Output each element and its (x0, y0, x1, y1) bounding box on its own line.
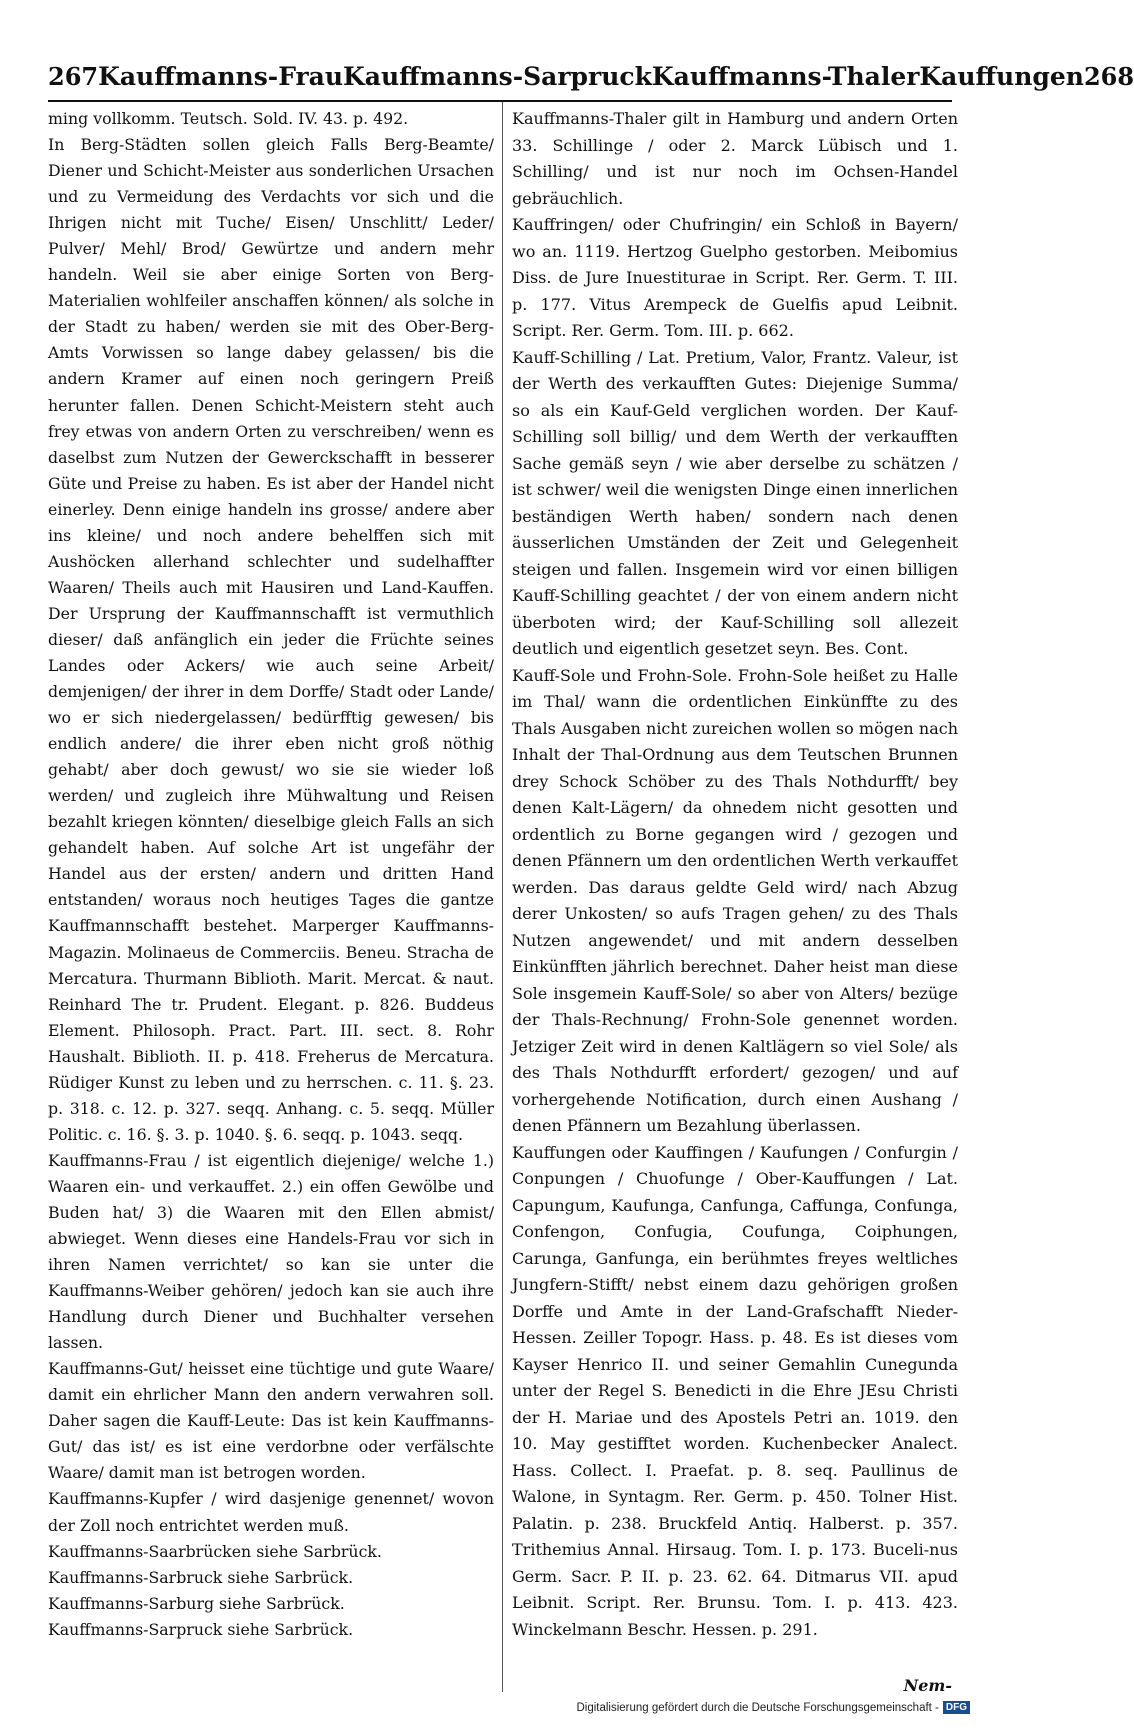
entry-kauffmanns-saarbruecken: Kauffmanns-Saarbrücken siehe Sarbrück. (48, 1541, 382, 1561)
catchword: Nem- (903, 1676, 952, 1695)
header-title-3: Kauffmanns-Thaler (651, 62, 920, 91)
entry-kauff-sole: Kauff-Sole und Frohn-Sole. Frohn-Sole heißet zu Halle im Thal/ wann die ordentlichen Einkünffte zu des Thals Ausgaben nicht zureichen wollen so mögen nach Inhalt der Thal-Ordnung aus dem Teutschen Brunnen drey Schock Schöber zu des Thals Nothdurfft/ bey denen Kalt-Lägern/ da ohnedem nicht gesotten und ordentlich zu Borne gegangen wird / gezogen und denen Pfännern um den ordentlichen Werth verkauffet werden. Das daraus geldte Geld wird/ nach Abzug derer Unkosten/ so aufs Tragen gehen/ zu des Thals Nutzen angewendet/ und mit andern desselben Einkünfften jährlich berechnet. Daher heist man diese Sole insgemein Kauff-Sole/ so aber von Alters/ bezüge der Thals-Rechnung/ Frohn-Sole genennet worden. Jetziger Zeit wird in denen Kaltlägern so viel Sole/ als des Thals Nothdurfft erfordert/ gezogen/ und auf vorhergehende Notification, durch einen Aushang / denen Pfännern um Bezahlung überlassen. (512, 665, 958, 1135)
header-title-2: Kauffmanns-Sarpruck (343, 62, 652, 91)
entry-kauffmanns-kupfer: Kauffmanns-Kupfer / wird dasjenige genennet/ wovon der Zoll noch entrichtet werden muß. (48, 1489, 494, 1535)
dfg-logo: DFG (943, 1701, 970, 1714)
entry-kauffmanns-sarburg: Kauffmanns-Sarburg siehe Sarbrück. (48, 1593, 345, 1613)
entry-kauffungen: Kauffungen oder Kauffingen / Kaufungen / Confurgin / Conpungen / Chuofunge / Ober-Kauffungen / Lat. Capungum, Kaufunga, Canfunga, Caffunga, Confunga, Confengon, Confugia, Coufunga, Coiphungen, Carunga, Ganfunga, ein berühmtes freyes weltliches Jungfern-Stifft/ nebst einem dazu gehörigen großen Dorffe und Amte in der Land-Grafschafft Nieder-Hessen. Zeiller Topogr. Hass. p. 48. Es ist dieses vom Kayser Henrico II. und seiner Gemahlin Cunegunda unter der Regel S. Benedicti in die Ehre JEsu Christi der H. Mariae und des Apostels Petri an. 1019. den 10. May gestifftet worden. Kuchenbecker Analect. Hass. Collect. I. Praefat. p. 8. seq. Paullinus de Walone, in Syntagm. Rer. Germ. p. 450. Tolner Hist. Palatin. p. 238. Bruckfeld Antiq. Halberst. p. 357. Trithemius Annal. Hirsaug. Tom. I. p. 173. Buceli-nus Germ. Sacr. P. II. p. 23. 62. 64. Ditmarus VII. apud Leibnit. Script. Rer. Brunsu. Tom. I. p. 413. 423. Winckelmann Beschr. Hessen. p. 291. (512, 1142, 958, 1639)
header-title-4: Kauffungen (919, 62, 1084, 91)
entry-kauffmanns-sarbruck: Kauffmanns-Sarbruck siehe Sarbrück. (48, 1567, 354, 1587)
footer-text: Digitalisierung gefördert durch die Deutsche Forschungsgemeinschaft - (576, 1701, 939, 1714)
left-column (48, 106, 494, 1643)
entry-kauffmanns-gut: Kauffmanns-Gut/ heisset eine tüchtige und gute Waare/ damit ein ehrlicher Mann den andern verwahren soll. Daher sagen die Kauff-Leute: Das ist kein Kauffmanns-Gut/ das ist/ es ist eine verdorbne oder verfälschte Waare/ damit man ist betrogen worden. (48, 1359, 494, 1483)
right-column (512, 106, 958, 1643)
entry-kauffmanns-sarpruck: Kauffmanns-Sarpruck siehe Sarbrück. (48, 1619, 354, 1639)
entry-paragraph: ming vollkomm. Teutsch. Sold. IV. 43. p. 492. (48, 109, 409, 128)
digitization-footer (576, 1701, 970, 1714)
entry-kauffringen: Kauffringen/ oder Chufringin/ ein Schloß in Bayern/ wo an. 1119. Hertzog Guelpho gestorben. Meibomius Diss. de Jure Inuestiturae in Script. Rer. Germ. T. III. p. 177. Vitus Arempeck de Guelfis apud Leibnit. Script. Rer. Germ. Tom. III. p. 662. (512, 215, 958, 340)
entry-kauffmanns-thaler: Kauffmanns-Thaler gilt in Hamburg und andern Orten 33. Schillinge / oder 2. Marck Lübisch und 1. Schilling/ und ist nur noch im Ochsen-Handel gebräuchlich. (512, 109, 958, 208)
header-rule (48, 100, 952, 102)
column-divider (502, 102, 503, 1692)
header-title-1: Kauffmanns-Frau (98, 62, 344, 91)
entry-kauffmanns-frau: Kauffmanns-Frau / ist eigentlich diejenige/ welche 1.) Waaren ein- und verkauffet. 2.) ein offen Gewölbe und Buden hat/ 3) die Waaren mit den Ellen abmist/ abwieget. Wenn dieses eine Handels-Frau vor sich in ihren Namen verrichtet/ so kan sie unter die Kauffmanns-Weiber gehören/ jedoch kan sie auch ihre Handlung durch Diener und Buchhalter versehen lassen. (48, 1150, 494, 1353)
entry-paragraph: In Berg-Städten sollen gleich Falls Berg-Beamte/ Diener und Schicht-Meister aus sonderlichen Ursachen und zu Vermeidung des Verdachts vor sich und die Ihrigen nicht mit Tuche/ Eisen/ Unschlitt/ Leder/ Pulver/ Mehl/ Brod/ Gewürtze und andern mehr handeln. Weil sie aber einige Sorten von Berg-Materialien wohlfeiler anschaffen können/ als solche in der Stadt zu haben/ werden sie mit des Ober-Berg-Amts Vorwissen so lange dabey gelassen/ bis die andern Kramer auf einen noch geringern Preiß herunter fallen. Denen Schicht-Meistern steht auch frey etwas von andern Orten zu verschreiben/ wenn es daselbst zum Nutzen der Gewerckschafft in besserer Güte und Preise zu haben. Es ist aber der Handel nicht einerley. Denn einige handeln ins grosse/ andere aber ins kleine/ und noch andere behelffen sich mit Aushöcken allerhand schlechter und sudelhaffter Waaren/ Theils auch mit Hausiren und Land-Kauffen. Der Ursprung der Kauffmannschafft ist vermuthlich dieser/ daß anfänglich ein jeder die Früchte seines Landes oder Ackers/ wie auch seine Arbeit/ demjenigen/ der ihrer in dem Dorffe/ Stadt oder Lande/ wo er sich niedergelassen/ bedürfftig gewesen/ bis endlich andere/ die ihrer eben nicht groß nöthig gehabt/ aber doch gewust/ wo sie sie wieder loß werden/ und zugleich ihre Mühwaltung und Reisen bezahlt kriegen könnten/ dieselbige gleich Falls an sich gehandelt haben. Auf solche Art ist ungefähr der Handel aus der ersten/ andern und dritten Hand entstanden/ woraus noch heutiges Tages die gantze Kauffmannschafft bestehet. Marperger Kauffmanns-Magazin. Molinaeus de Commerciis. Beneu. Stracha de Mercatura. Thurmann Biblioth. Marit. Mercat. & naut. Reinhard The tr. Prudent. Elegant. p. 826. Buddeus Element. Philosoph. Pract. Part. III. sect. 8. Rohr Haushalt. Biblioth. II. p. 418. Freherus de Mercatura. Rüdiger Kunst zu leben und zu herrschen. c. 11. §. 23. p. 318. c. 12. p. 327. seqq. Anhang. c. 5. seqq. Müller Politic. c. 16. §. 3. p. 1040. §. 6. seqq. p. 1043. seqq. (48, 135, 494, 1144)
running-header (48, 62, 1134, 96)
right-page-number: 268 (1083, 62, 1134, 91)
entry-kauff-schilling: Kauff-Schilling / Lat. Pretium, Valor, Frantz. Valeur, ist der Werth des verkaufften Gutes: Diejenige Summa/ so als ein Kauf-Geld verglichen worden. Der Kauf-Schilling soll billig/ und dem Werth der verkaufften Sache gemäß seyn / wie aber derselbe zu schätzen / ist schwer/ weil die wenigsten Dinge einen innerlichen beständigen Werth haben/ sondern nach denen äusserlichen Umständen der Zeit und Gelegenheit steigen und fallen. Insgemein wird vor einen billigen Kauff-Schilling geachtet / der von einem andern nicht überboten wird; der Kauf-Schilling soll allezeit deutlich und eigentlich gesetzet seyn. Bes. Cont. (512, 347, 958, 658)
left-page-number: 267 (48, 62, 99, 91)
